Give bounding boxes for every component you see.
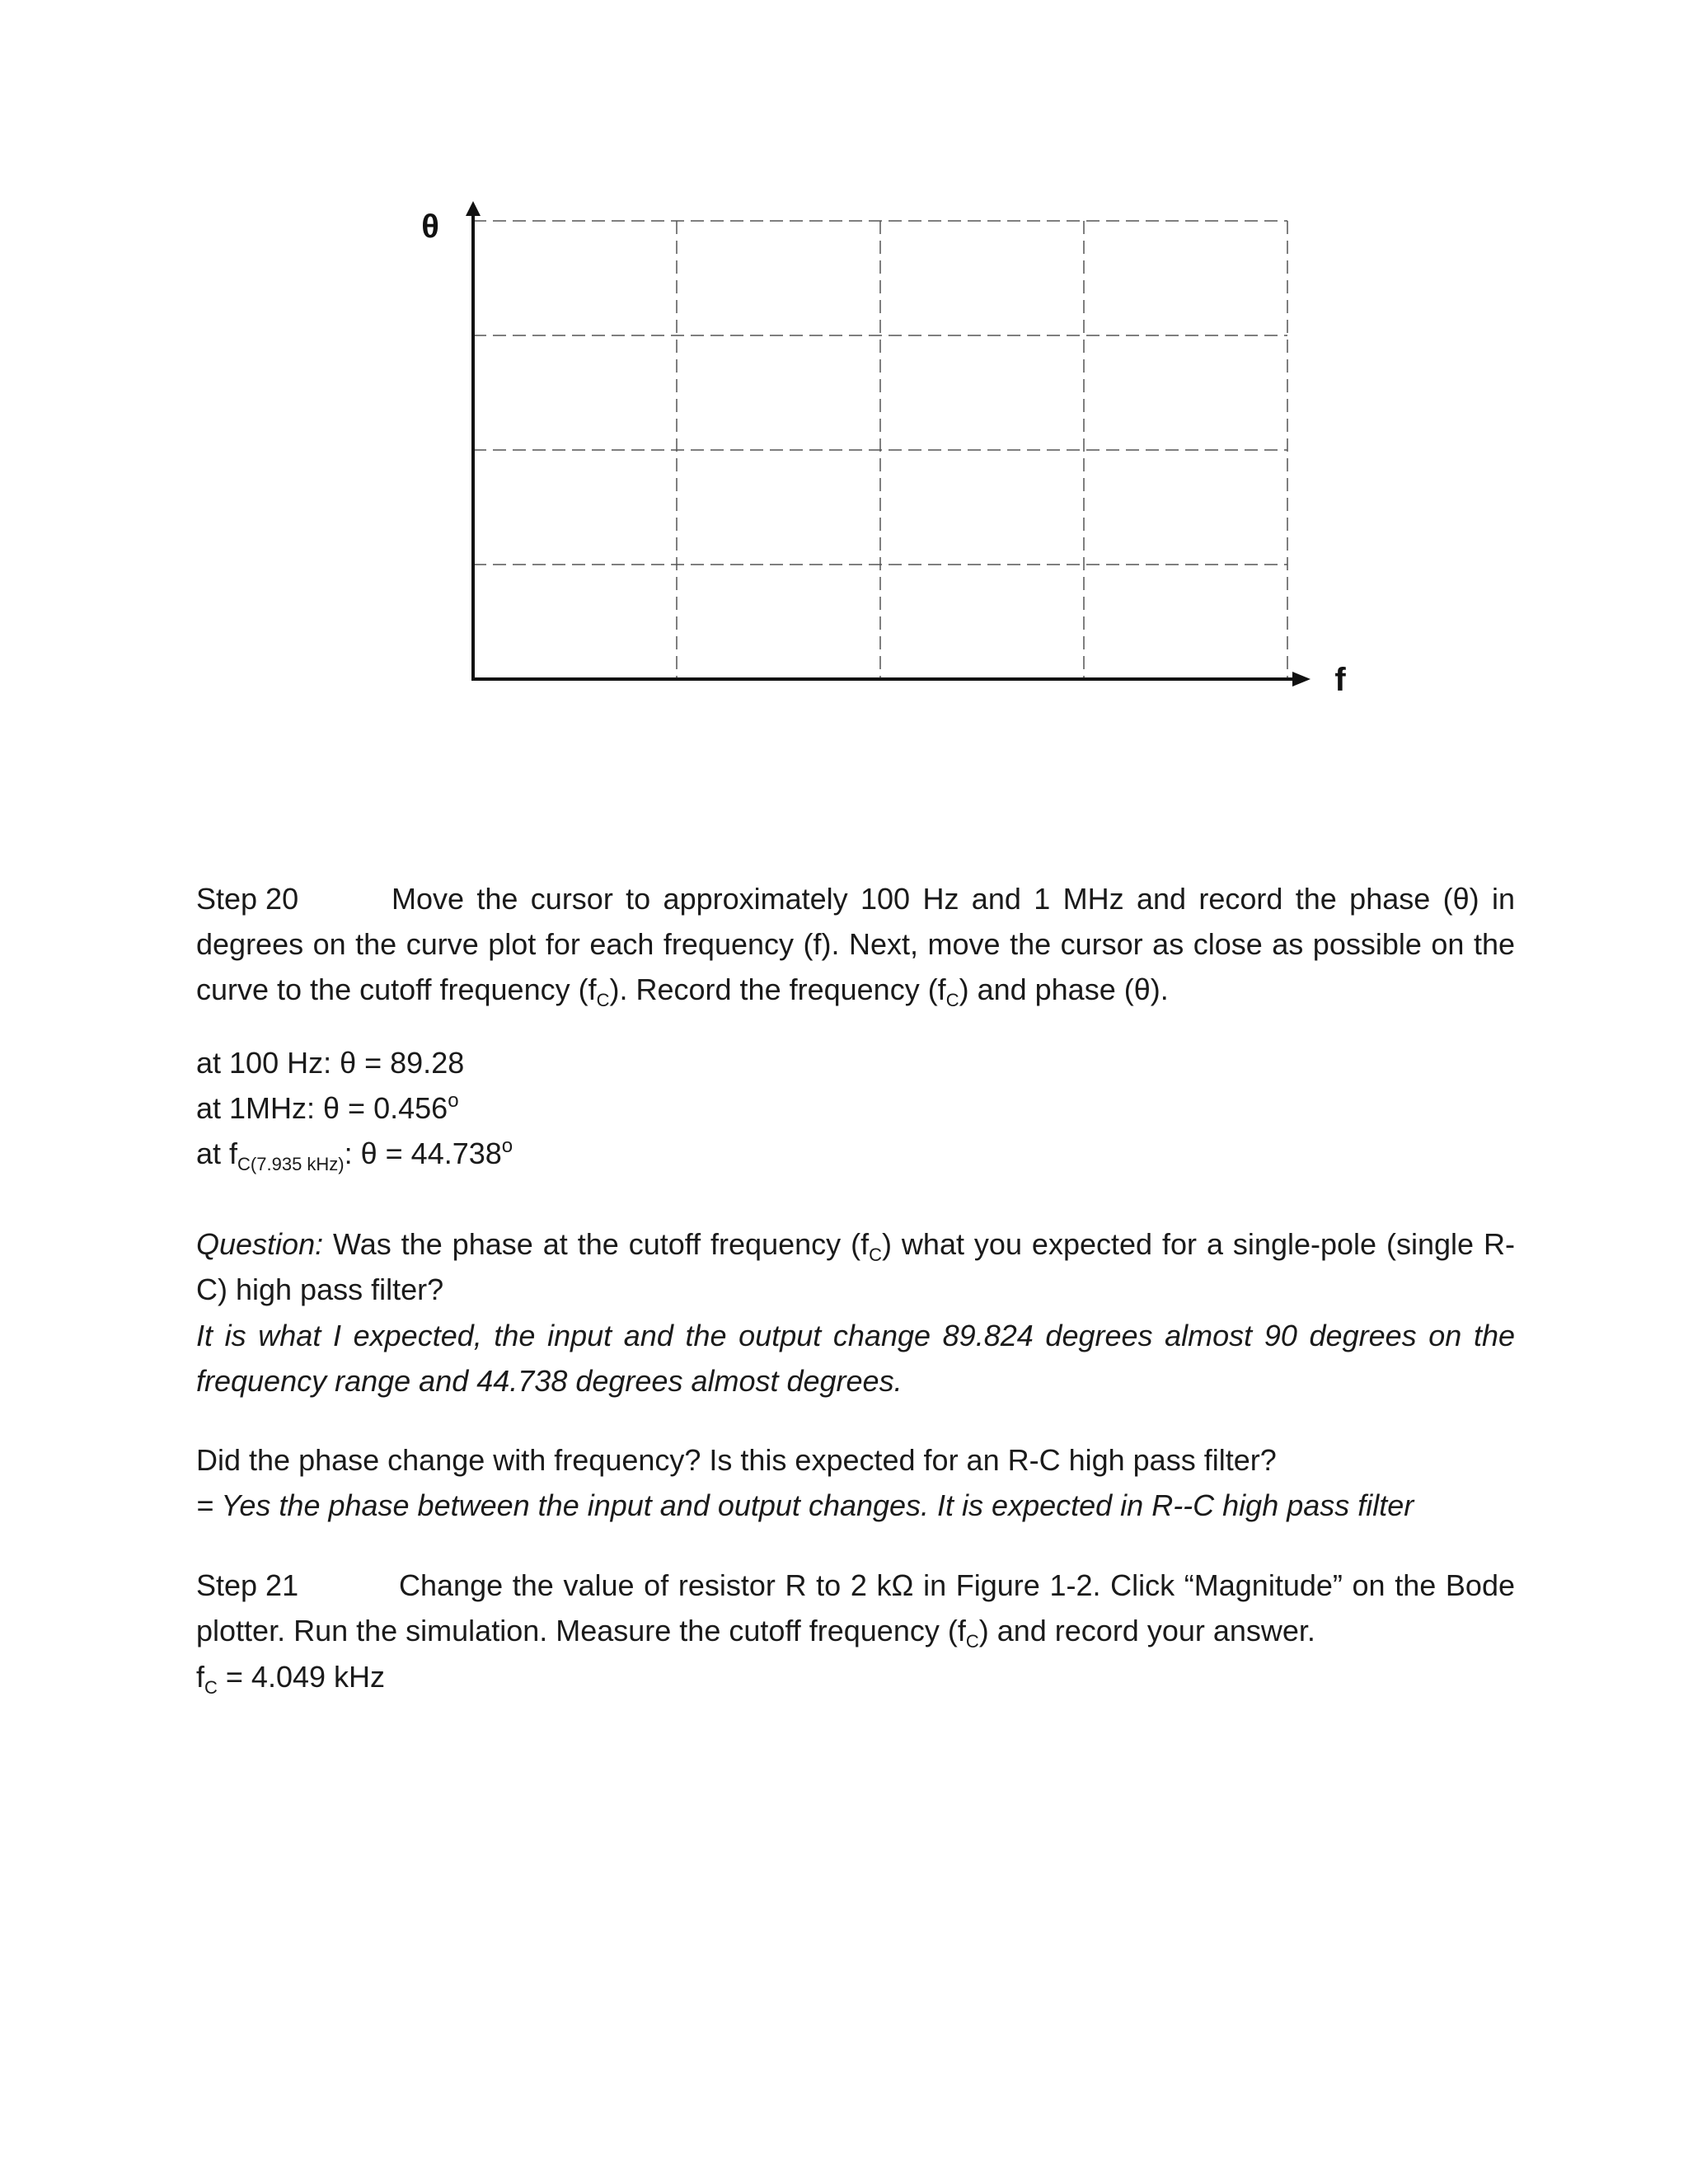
step21-answer-prefix: f [196, 1660, 205, 1694]
step21-sub-c: C [965, 1631, 979, 1652]
result-1mhz [196, 1085, 1515, 1131]
step20-sub-c-1: C [596, 990, 610, 1010]
degree-symbol: o [448, 1090, 459, 1112]
result-fc-sub: C(7.935 kHz) [237, 1154, 345, 1174]
y-axis-arrow [466, 201, 481, 216]
step20-text-2: ). Record the frequency (f [609, 972, 946, 1006]
step20-text-1: Move the cursor to approximately 100 Hz and 1 MHz and record the phase (θ) in degrees on the curve plot for each frequency (f). Next, move the cursor as close as possible on the curve to the cutoff frequency (f [196, 882, 1515, 1006]
degree-symbol: o [501, 1135, 513, 1157]
question2-block [196, 1437, 1515, 1528]
step21-answer-value: = 4.049 kHz [217, 1660, 386, 1694]
result-fc-value: : θ = 44.738 [344, 1137, 502, 1170]
step21-answer-line [196, 1654, 1515, 1699]
step20-results [196, 1040, 1515, 1176]
step21-text-1: Change the value of resistor R to 2 kΩ in Figure 1-2. Click “Magnitude” on the Bode plotter. Run the simulation. Measure the cutoff frequency (f [196, 1568, 1515, 1647]
step20-number: Step 20 [196, 882, 299, 916]
step20-sub-c-2: C [945, 990, 959, 1010]
step21-text-2: ) and record your answer. [978, 1614, 1315, 1647]
question-label: Question: [196, 1227, 324, 1261]
question2-answer: = Yes the phase between the input and output changes. It is expected in R--C high pass filter [196, 1488, 1414, 1522]
result-fc-prefix: at f [196, 1137, 238, 1170]
step21-answer-sub: C [204, 1677, 218, 1698]
graph-grid [473, 221, 1287, 679]
question1-paragraph [196, 1221, 1515, 1312]
result-100hz-text: at 100 Hz: θ = 89.28 [196, 1046, 465, 1080]
step20-text-3: ) and phase (θ). [959, 972, 1169, 1006]
question1-answer: It is what I expected, the input and the output change 89.824 degrees almost 90 degrees on the frequency range and 44.738 degrees almost degrees. [196, 1319, 1515, 1398]
blank-phase-graph [0, 0, 1688, 742]
x-axis-arrow [1292, 672, 1311, 687]
step21-number: Step 21 [196, 1568, 299, 1602]
question1-text-1: Was the phase at the cutoff frequency (f [323, 1227, 870, 1261]
step21-answer [196, 1654, 1515, 1699]
x-axis-label: f [1334, 662, 1346, 698]
step21-paragraph [196, 1563, 1515, 1653]
result-100hz [196, 1040, 1515, 1085]
result-1mhz-text: at 1MHz: θ = 0.456 [196, 1091, 448, 1125]
result-fc [196, 1131, 1515, 1176]
question2-text: Did the phase change with frequency? Is this expected for an R-C high pass filter? [196, 1443, 1277, 1477]
step20-paragraph [196, 876, 1515, 1012]
y-axis-label: θ [421, 209, 439, 245]
question1-text-2: ) what you expected for a single-pole (single R-C) high pass filter? [196, 1227, 1515, 1306]
question1-sub-c: C [869, 1244, 882, 1265]
